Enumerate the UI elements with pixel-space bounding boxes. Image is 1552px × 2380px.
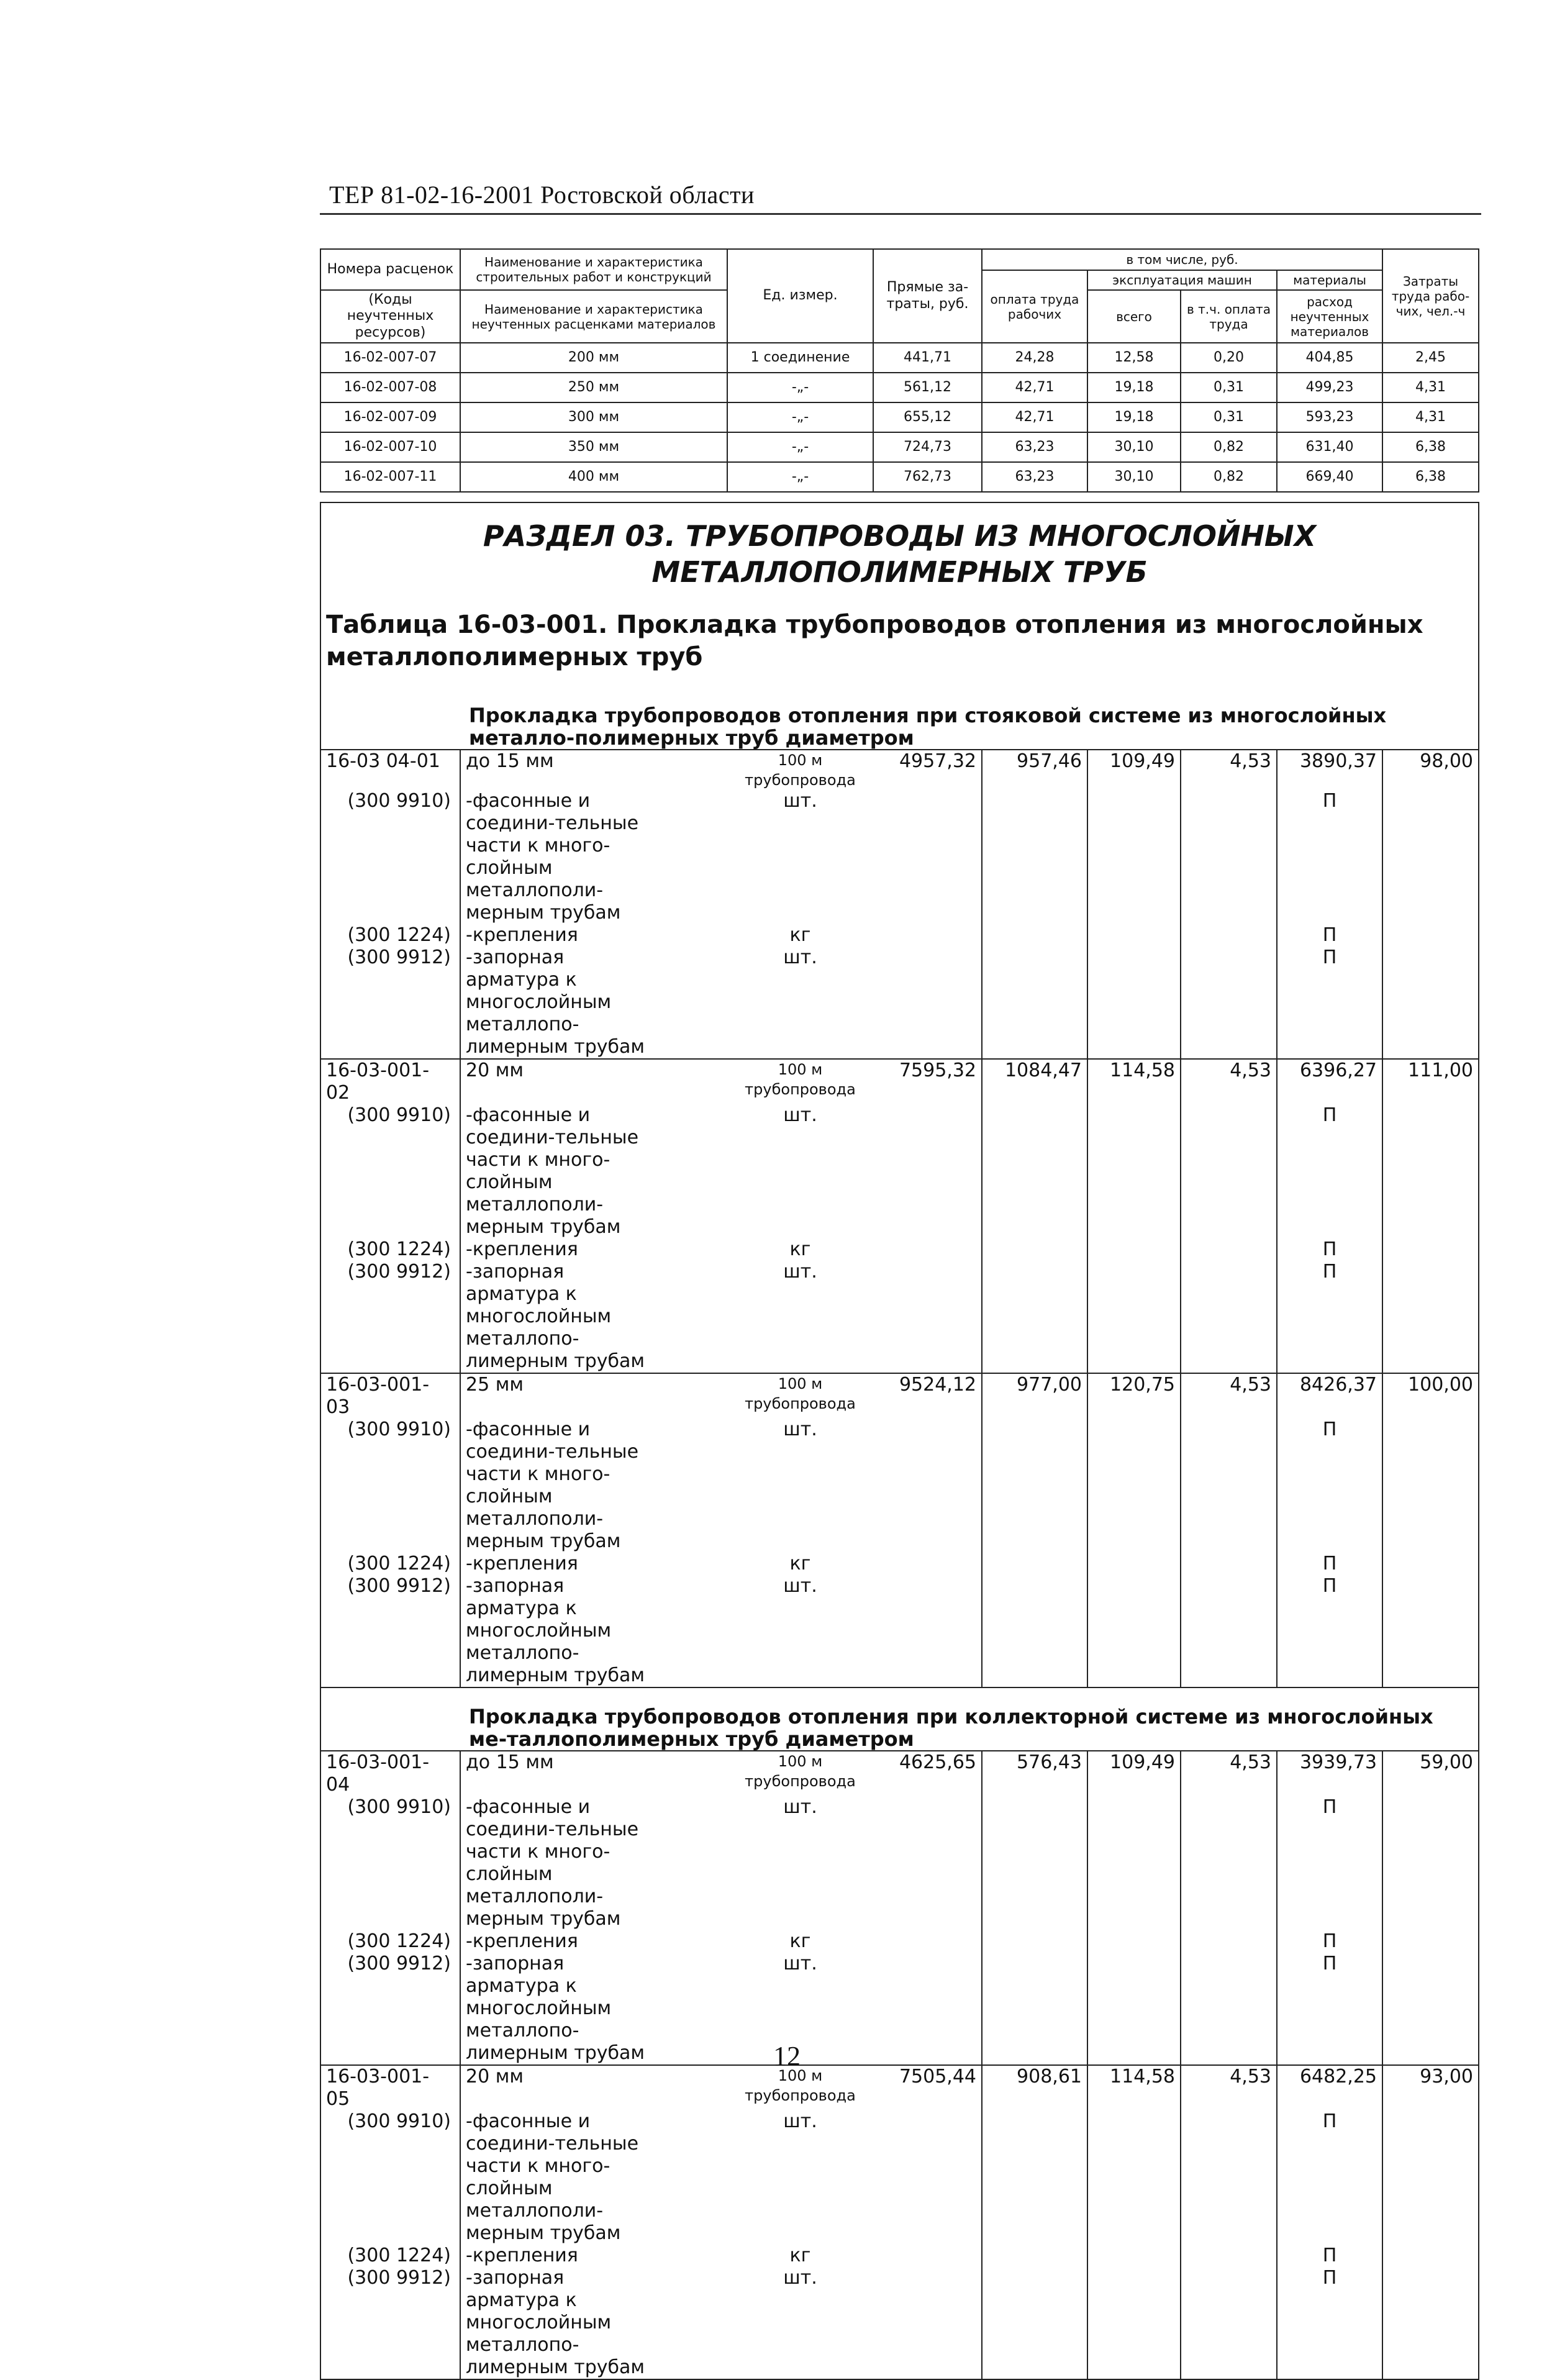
resource-code: (300 1224): [320, 924, 460, 947]
resource-row: [320, 1104, 1479, 1238]
header-rule: [320, 213, 1481, 215]
rate-pay: 42,71: [982, 402, 1087, 432]
rate-name: 200 мм: [460, 343, 727, 373]
resource-code: (300 9912): [320, 1953, 460, 2065]
empty-cell: [1382, 924, 1479, 947]
resource-materials: П: [1277, 1104, 1382, 1238]
empty-cell: [1087, 2267, 1181, 2379]
empty-cell: [982, 1104, 1087, 1238]
resource-name: -фасонные и соедини-тельные части к много-слойным металлополи-мерным трубам: [460, 790, 727, 924]
rate-machines-pay: 4,53: [1181, 2065, 1277, 2110]
empty-cell: [1382, 1553, 1479, 1575]
rate-labor: 93,00: [1382, 2065, 1479, 2110]
resource-materials: П: [1277, 2110, 1382, 2245]
empty-cell: [1087, 1104, 1181, 1238]
rate-name: 20 мм: [460, 1059, 727, 1104]
subsection-title-collector: Прокладка трубопроводов отопления при коллекторной системе из многослойных ме-таллополимерных труб диаметром: [469, 1705, 1433, 1751]
table-row: [320, 750, 1479, 790]
empty-cell: [982, 2110, 1087, 2245]
rate-name: 400 мм: [460, 462, 727, 492]
header-total: всего: [1087, 290, 1181, 343]
rate-materials: 593,23: [1277, 402, 1382, 432]
resource-code: (300 9912): [320, 1575, 460, 1687]
resource-materials: П: [1277, 1553, 1382, 1575]
rate-machines: 109,49: [1087, 1751, 1181, 1796]
rate-machines-pay: 0,31: [1181, 373, 1277, 402]
empty-cell: [1181, 1419, 1277, 1553]
resource-row: [320, 924, 1479, 947]
table-row: [320, 373, 1479, 402]
empty-cell: [873, 2245, 982, 2267]
rate-unit: 1 соединение: [727, 343, 873, 373]
rate-pay: 576,43: [982, 1751, 1087, 1796]
resource-unit: шт.: [783, 1261, 817, 1283]
empty-cell: [1087, 1575, 1181, 1687]
header-incl: в том числе, руб.: [982, 249, 1382, 270]
rate-unit: -„-: [727, 462, 873, 492]
empty-cell: [1087, 924, 1181, 947]
rate-pay: 957,46: [982, 750, 1087, 790]
empty-cell: [873, 947, 982, 1059]
resource-row: [320, 1238, 1479, 1261]
empty-cell: [1382, 2245, 1479, 2267]
resource-name: -крепления: [460, 1553, 727, 1575]
page-number: 12: [773, 2041, 801, 2071]
empty-cell: [1382, 1419, 1479, 1553]
rate-code: 16-03-001-03: [320, 1373, 460, 1419]
empty-cell: [873, 924, 982, 947]
resource-materials: П: [1277, 2245, 1382, 2267]
rate-direct: 7505,44: [873, 2065, 982, 2110]
resource-unit: кг: [789, 1238, 811, 1260]
empty-cell: [1087, 1930, 1181, 1953]
rate-labor: 111,00: [1382, 1059, 1479, 1104]
rate-labor: 2,45: [1382, 343, 1479, 373]
rate-pay: 63,23: [982, 462, 1087, 492]
resource-materials: П: [1277, 1796, 1382, 1930]
rate-name: 300 мм: [460, 402, 727, 432]
rate-materials: 3890,37: [1277, 750, 1382, 790]
rate-machines: 114,58: [1087, 1059, 1181, 1104]
header-codes: Номера расценок: [320, 249, 460, 290]
table-row: [320, 1751, 1479, 1796]
empty-cell: [982, 1796, 1087, 1930]
rate-machines-pay: 4,53: [1181, 1059, 1277, 1104]
resource-materials: П: [1277, 790, 1382, 924]
empty-cell: [1087, 1953, 1181, 2065]
rate-machines-pay: 4,53: [1181, 1751, 1277, 1796]
rate-code: 16-03-001-04: [320, 1751, 460, 1796]
empty-cell: [1382, 790, 1479, 924]
empty-cell: [982, 1575, 1087, 1687]
empty-cell: [1181, 924, 1277, 947]
resource-materials: П: [1277, 1953, 1382, 2065]
empty-cell: [982, 947, 1087, 1059]
rate-code: 16-02-007-07: [320, 343, 460, 373]
empty-cell: [1382, 1575, 1479, 1687]
rate-name: 20 мм: [460, 2065, 727, 2110]
resource-name: -фасонные и соедини-тельные части к много-слойным металлополи-мерным трубам: [460, 1104, 727, 1238]
rate-unit: -„-: [727, 373, 873, 402]
resource-materials: П: [1277, 1261, 1382, 1373]
rate-labor: 6,38: [1382, 432, 1479, 462]
empty-cell: [982, 1419, 1087, 1553]
resource-row: [320, 1953, 1479, 2065]
rate-pay: 42,71: [982, 373, 1087, 402]
resource-materials: П: [1277, 1575, 1382, 1687]
empty-cell: [873, 2267, 982, 2379]
empty-cell: [1087, 947, 1181, 1059]
rate-labor: 59,00: [1382, 1751, 1479, 1796]
rate-direct: 724,73: [873, 432, 982, 462]
rate-name: 25 мм: [460, 1373, 727, 1419]
resource-row: [320, 2267, 1479, 2379]
empty-cell: [1382, 1953, 1479, 2065]
resource-unit: кг: [789, 2245, 811, 2266]
empty-cell: [873, 1930, 982, 1953]
resource-row: [320, 1575, 1479, 1687]
rate-machines: 19,18: [1087, 373, 1181, 402]
empty-cell: [1181, 947, 1277, 1059]
rate-code: 16-02-007-11: [320, 462, 460, 492]
rate-materials: 3939,73: [1277, 1751, 1382, 1796]
resource-name: -фасонные и соедини-тельные части к много-слойным металлополи-мерным трубам: [460, 1796, 727, 1930]
rate-materials: 8426,37: [1277, 1373, 1382, 1419]
empty-cell: [982, 2245, 1087, 2267]
rate-labor: 4,31: [1382, 373, 1479, 402]
empty-cell: [1382, 2267, 1479, 2379]
rate-machines: 12,58: [1087, 343, 1181, 373]
resource-name: -фасонные и соедини-тельные части к много-слойным металлополи-мерным трубам: [460, 2110, 727, 2245]
resource-code: (300 9910): [320, 2110, 460, 2245]
table-row: [320, 402, 1479, 432]
resource-unit: шт.: [783, 1104, 817, 1126]
header-name-sub: Наименование и характеристика неучтенных расценками материалов: [460, 290, 727, 343]
header-incl-pay: в т.ч. оплата труда: [1181, 290, 1277, 343]
rate-unit: -„-: [727, 432, 873, 462]
resource-name: -запорная арматура к многослойным металлопо-лимерным трубам: [460, 1575, 727, 1687]
rate-name: 350 мм: [460, 432, 727, 462]
resource-row: [320, 1419, 1479, 1553]
empty-cell: [982, 1261, 1087, 1373]
resource-materials: П: [1277, 1238, 1382, 1261]
rate-labor: 98,00: [1382, 750, 1479, 790]
resource-code: (300 9910): [320, 1796, 460, 1930]
resource-row: [320, 1261, 1479, 1373]
header-codes-sub: (Коды неучтенных ресурсов): [320, 290, 460, 343]
rate-materials: 499,23: [1277, 373, 1382, 402]
rate-materials: 404,85: [1277, 343, 1382, 373]
table-row: [320, 1059, 1479, 1104]
resource-code: (300 1224): [320, 2245, 460, 2267]
empty-cell: [982, 1930, 1087, 1953]
header-machines: эксплуатация машин: [1087, 270, 1277, 290]
rate-pay: 977,00: [982, 1373, 1087, 1419]
empty-cell: [1181, 1575, 1277, 1687]
rate-code: 16-02-007-10: [320, 432, 460, 462]
rate-unit: 100 м трубопровода: [727, 1059, 873, 1104]
resource-unit: кг: [789, 1553, 811, 1574]
header-labor: Затраты труда рабо-чих, чел.-ч: [1382, 249, 1479, 343]
rate-machines: 30,10: [1087, 432, 1181, 462]
resource-unit: кг: [789, 1930, 811, 1952]
resource-code: (300 9910): [320, 790, 460, 924]
resource-unit: шт.: [783, 1575, 817, 1597]
empty-cell: [1382, 1930, 1479, 1953]
resource-row: [320, 1553, 1479, 1575]
resource-name: -крепления: [460, 1238, 727, 1261]
table-row: [320, 1373, 1479, 1419]
empty-cell: [1087, 1796, 1181, 1930]
resource-code: (300 9912): [320, 947, 460, 1059]
resource-name: -крепления: [460, 2245, 727, 2267]
rate-pay: 63,23: [982, 432, 1087, 462]
empty-cell: [873, 1419, 982, 1553]
empty-cell: [873, 1238, 982, 1261]
rate-code: 16-03 04-01: [320, 750, 460, 790]
resource-row: [320, 790, 1479, 924]
header-unit: Ед. измер.: [727, 249, 873, 343]
empty-cell: [1382, 1238, 1479, 1261]
rate-name: 250 мм: [460, 373, 727, 402]
empty-cell: [1087, 1419, 1181, 1553]
rate-direct: 4625,65: [873, 1751, 982, 1796]
empty-cell: [1087, 1238, 1181, 1261]
empty-cell: [982, 1238, 1087, 1261]
resource-row: [320, 2245, 1479, 2267]
subsection-title-riser: Прокладка трубопроводов отопления при стояковой системе из многослойных металло-полимерных труб диаметром: [469, 704, 1387, 750]
resource-name: -крепления: [460, 924, 727, 947]
rate-direct: 7595,32: [873, 1059, 982, 1104]
empty-cell: [1087, 1261, 1181, 1373]
resource-unit: шт.: [783, 1796, 817, 1818]
empty-cell: [873, 1953, 982, 2065]
resource-unit: шт.: [783, 790, 817, 812]
empty-cell: [1087, 2245, 1181, 2267]
rate-pay: 24,28: [982, 343, 1087, 373]
empty-cell: [873, 790, 982, 924]
table-row: [320, 432, 1479, 462]
rate-unit: 100 м трубопровода: [727, 750, 873, 790]
empty-cell: [1181, 1930, 1277, 1953]
resource-row: [320, 947, 1479, 1059]
empty-cell: [1181, 1796, 1277, 1930]
rate-direct: 9524,12: [873, 1373, 982, 1419]
empty-cell: [873, 1575, 982, 1687]
rates-header-table: [320, 248, 1479, 493]
rate-name: до 15 мм: [460, 750, 727, 790]
resource-name: -запорная арматура к многослойным металлопо-лимерным трубам: [460, 1261, 727, 1373]
rate-materials: 6396,27: [1277, 1059, 1382, 1104]
resource-code: (300 1224): [320, 1238, 460, 1261]
resource-name: -запорная арматура к многослойным металлопо-лимерным трубам: [460, 947, 727, 1059]
subsection-row: [320, 1687, 1479, 1751]
rate-unit: 100 м трубопровода: [727, 1751, 873, 1796]
rate-direct: 4957,32: [873, 750, 982, 790]
rate-machines: 120,75: [1087, 1373, 1181, 1419]
resource-materials: П: [1277, 947, 1382, 1059]
empty-cell: [1382, 947, 1479, 1059]
rate-materials: 6482,25: [1277, 2065, 1382, 2110]
rate-labor: 100,00: [1382, 1373, 1479, 1419]
empty-cell: [982, 1953, 1087, 2065]
rate-machines-pay: 4,53: [1181, 1373, 1277, 1419]
resource-materials: П: [1277, 1419, 1382, 1553]
rate-machines-pay: 4,53: [1181, 750, 1277, 790]
header-direct: Прямые за-траты, руб.: [873, 249, 982, 343]
empty-cell: [1382, 2110, 1479, 2245]
rate-machines-pay: 0,82: [1181, 462, 1277, 492]
empty-cell: [982, 2267, 1087, 2379]
rate-direct: 561,12: [873, 373, 982, 402]
header-labor-pay: оплата труда рабочих: [982, 270, 1087, 343]
resource-unit: кг: [789, 924, 811, 946]
empty-cell: [1181, 1953, 1277, 2065]
table-title: Таблица 16-03-001. Прокладка трубопроводов отопления из многослойных металлополимерных труб: [326, 611, 1423, 671]
empty-cell: [1181, 1104, 1277, 1238]
header-materials: материалы: [1277, 270, 1382, 290]
empty-cell: [1181, 2245, 1277, 2267]
empty-cell: [1181, 1261, 1277, 1373]
rate-materials: 669,40: [1277, 462, 1382, 492]
rates-main-table: [320, 502, 1479, 2380]
rate-name: до 15 мм: [460, 1751, 727, 1796]
resource-code: (300 9912): [320, 1261, 460, 1373]
resource-materials: П: [1277, 2267, 1382, 2379]
section-title: РАЗДЕЛ 03. ТРУБОПРОВОДЫ ИЗ МНОГОСЛОЙНЫХ МЕТАЛЛОПОЛИМЕРНЫХ ТРУБ: [483, 519, 1317, 589]
rate-code: 16-03-001-02: [320, 1059, 460, 1104]
page-header: ТЕР 81-02-16-2001 Ростовской области: [329, 181, 755, 209]
empty-cell: [873, 1104, 982, 1238]
resource-name: -крепления: [460, 1930, 727, 1953]
rate-direct: 762,73: [873, 462, 982, 492]
rate-direct: 655,12: [873, 402, 982, 432]
resource-code: (300 1224): [320, 1553, 460, 1575]
table-row: [320, 462, 1479, 492]
resource-unit: шт.: [727, 2267, 873, 2379]
empty-cell: [873, 1553, 982, 1575]
empty-cell: [982, 790, 1087, 924]
empty-cell: [1382, 1796, 1479, 1930]
empty-cell: [873, 1261, 982, 1373]
rate-machines: 19,18: [1087, 402, 1181, 432]
rate-labor: 4,31: [1382, 402, 1479, 432]
rate-machines-pay: 0,82: [1181, 432, 1277, 462]
empty-cell: [1087, 790, 1181, 924]
resource-unit: шт.: [783, 2110, 817, 2132]
resource-row: [320, 1930, 1479, 1953]
rate-materials: 631,40: [1277, 432, 1382, 462]
empty-cell: [1181, 1238, 1277, 1261]
empty-cell: [1181, 790, 1277, 924]
rate-direct: 441,71: [873, 343, 982, 373]
resource-name: -запорная арматура к многослойным металлопо-лимерным трубам: [460, 2267, 727, 2379]
resource-unit: шт.: [783, 947, 817, 968]
rate-machines: 114,58: [1087, 2065, 1181, 2110]
rate-machines: 30,10: [1087, 462, 1181, 492]
resource-unit: шт.: [783, 1419, 817, 1440]
rate-code: 16-03-001-05: [320, 2065, 460, 2110]
empty-cell: [982, 924, 1087, 947]
rate-machines-pay: 0,31: [1181, 402, 1277, 432]
rate-unit: -„-: [727, 402, 873, 432]
empty-cell: [1087, 2110, 1181, 2245]
header-name: Наименование и характеристика строительных работ и конструкций: [460, 249, 727, 290]
rate-labor: 6,38: [1382, 462, 1479, 492]
resource-row: [320, 1796, 1479, 1930]
rate-unit: 100 м трубопровода: [727, 1373, 873, 1419]
empty-cell: [1382, 1104, 1479, 1238]
empty-cell: [982, 1553, 1087, 1575]
empty-cell: [1382, 1261, 1479, 1373]
resource-unit: шт.: [783, 1953, 817, 1974]
header-unaccounted: расход неучтенных материалов: [1277, 290, 1382, 343]
empty-cell: [873, 1796, 982, 1930]
empty-cell: [1181, 2267, 1277, 2379]
resource-code: (300 9912): [320, 2267, 460, 2379]
empty-cell: [1181, 1553, 1277, 1575]
resource-row: [320, 2110, 1479, 2245]
rate-pay: 1084,47: [982, 1059, 1087, 1104]
empty-cell: [1181, 2110, 1277, 2245]
resource-name: -фасонные и соедини-тельные части к много-слойным металлополи-мерным трубам: [460, 1419, 727, 1553]
empty-cell: [873, 2110, 982, 2245]
table-row: [320, 2065, 1479, 2110]
resource-name: -запорная арматура к многослойным металлопо-лимерным трубам: [460, 1953, 727, 2065]
resource-code: (300 1224): [320, 1930, 460, 1953]
table-row: [320, 343, 1479, 373]
rate-machines: 109,49: [1087, 750, 1181, 790]
resource-code: (300 9910): [320, 1419, 460, 1553]
empty-cell: [1087, 1553, 1181, 1575]
rate-machines-pay: 0,20: [1181, 343, 1277, 373]
resource-materials: П: [1277, 1930, 1382, 1953]
rate-code: 16-02-007-08: [320, 373, 460, 402]
resource-materials: П: [1277, 924, 1382, 947]
rate-unit: 100 м трубопровода: [727, 2065, 873, 2110]
rate-code: 16-02-007-09: [320, 402, 460, 432]
rate-pay: 908,61: [982, 2065, 1087, 2110]
resource-code: (300 9910): [320, 1104, 460, 1238]
